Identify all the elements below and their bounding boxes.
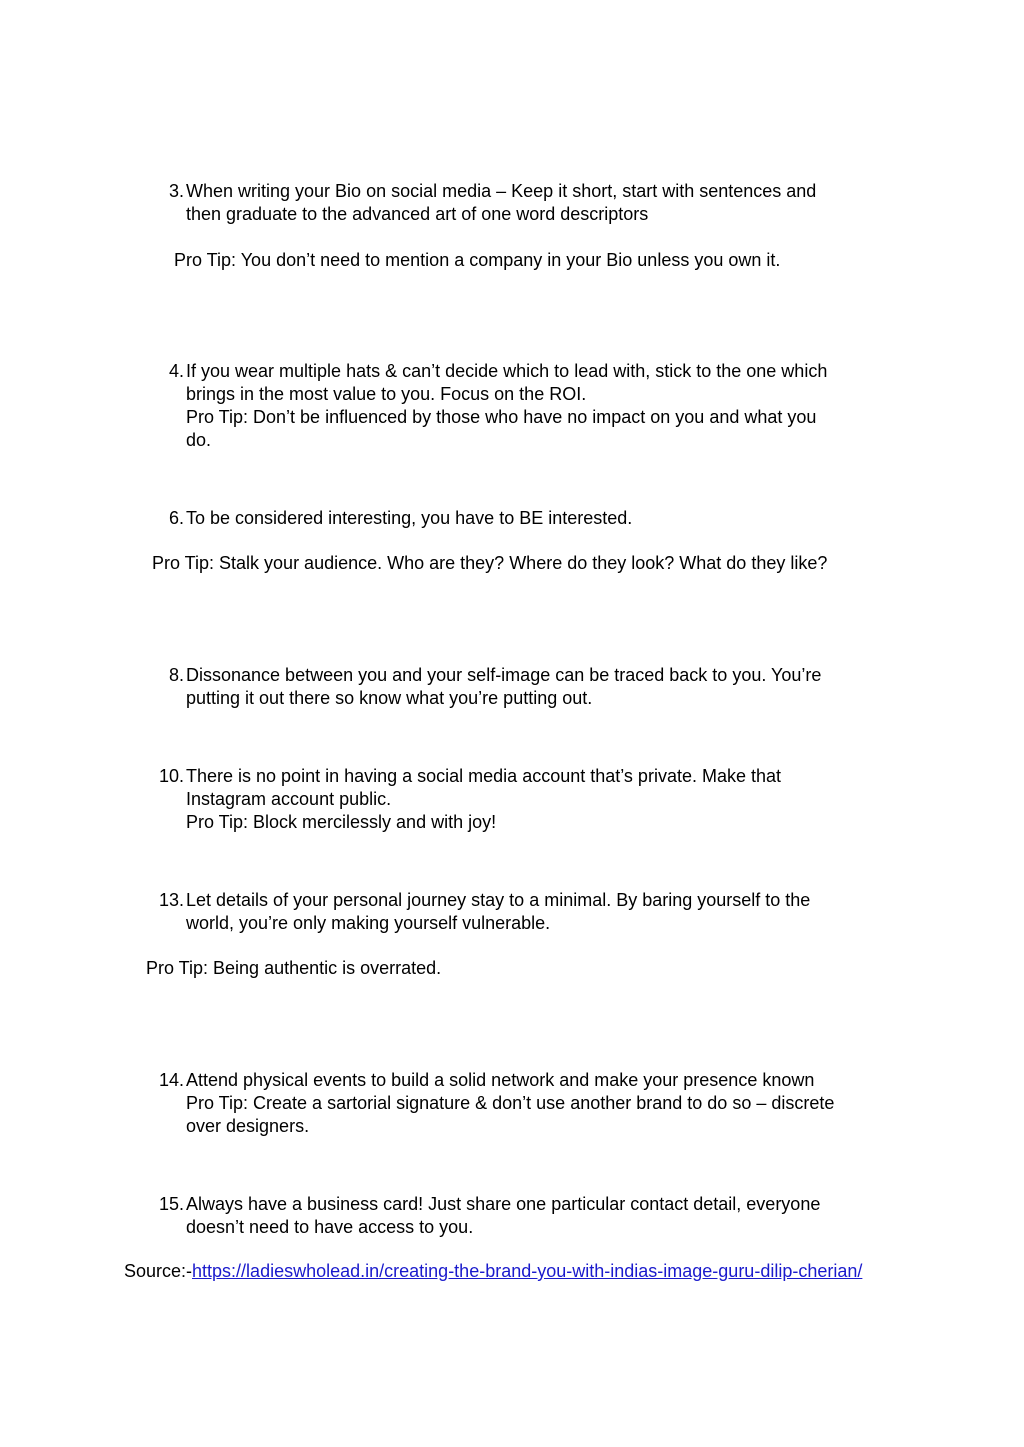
list-item-line: putting it out there so know what you’re putting out. [186,688,593,708]
list-item-line: Pro Tip: Block mercilessly and with joy! [186,812,497,832]
list-item-text [186,664,902,710]
list-item-number: 13. [158,890,184,910]
list-item-text [186,889,902,935]
list-item-text [186,1193,902,1239]
pro-tip: Pro Tip: Being authentic is overrated. [146,958,442,978]
list-item-line: Let details of your personal journey stay to a minimal. By baring yourself to the [186,890,811,910]
list-item-line: Attend physical events to build a solid network and make your presence known [186,1070,815,1090]
list-item-text [186,765,902,834]
list-item-line: brings in the most value to you. Focus on the ROI. [186,384,587,404]
list-item-line: over designers. [186,1116,310,1136]
list-item-text [186,507,902,530]
list-item-line: Pro Tip: Create a sartorial signature & don’t use another brand to do so – discrete [186,1093,835,1113]
list-item-line: To be considered interesting, you have to BE interested. [186,508,633,528]
pro-tip: Pro Tip: Stalk your audience. Who are they? Where do they look? What do they like? [152,553,828,573]
list-item-line: There is no point in having a social media account that’s private. Make that [186,766,782,786]
list-item-line: Instagram account public. [186,789,392,809]
source-link[interactable]: https://ladieswholead.in/creating-the-brand-you-with-indias-image-guru-dilip-cherian/ [192,1261,863,1281]
list-item-number: 10. [158,766,184,786]
list-item-number: 6. [168,508,184,528]
list-item-number: 15. [158,1194,184,1214]
source-line [124,1260,862,1283]
list-item-number: 3. [168,181,184,201]
list-item-line: If you wear multiple hats & can’t decide which to lead with, stick to the one which [186,361,828,381]
source-label: Source:- [124,1261,193,1281]
list-item-line: When writing your Bio on social media – Keep it short, start with sentences and [186,181,817,201]
list-item-number: 4. [168,361,184,381]
list-item-number: 8. [168,665,184,685]
list-item-line: do. [186,430,212,450]
list-item-line: Pro Tip: Don’t be influenced by those who have no impact on you and what you [186,407,817,427]
list-item-line: Always have a business card! Just share one particular contact detail, everyone [186,1194,821,1214]
list-item-text [186,180,902,226]
list-item-text [186,1069,902,1138]
list-item-line: then graduate to the advanced art of one word descriptors [186,204,649,224]
list-item-line: doesn’t need to have access to you. [186,1217,474,1237]
list-item-line: Dissonance between you and your self-image can be traced back to you. You’re [186,665,822,685]
list-item-number: 14. [158,1070,184,1090]
pro-tip: Pro Tip: You don’t need to mention a company in your Bio unless you own it. [174,250,781,270]
list-item-text [186,360,902,452]
list-item-line: world, you’re only making yourself vulnerable. [186,913,551,933]
